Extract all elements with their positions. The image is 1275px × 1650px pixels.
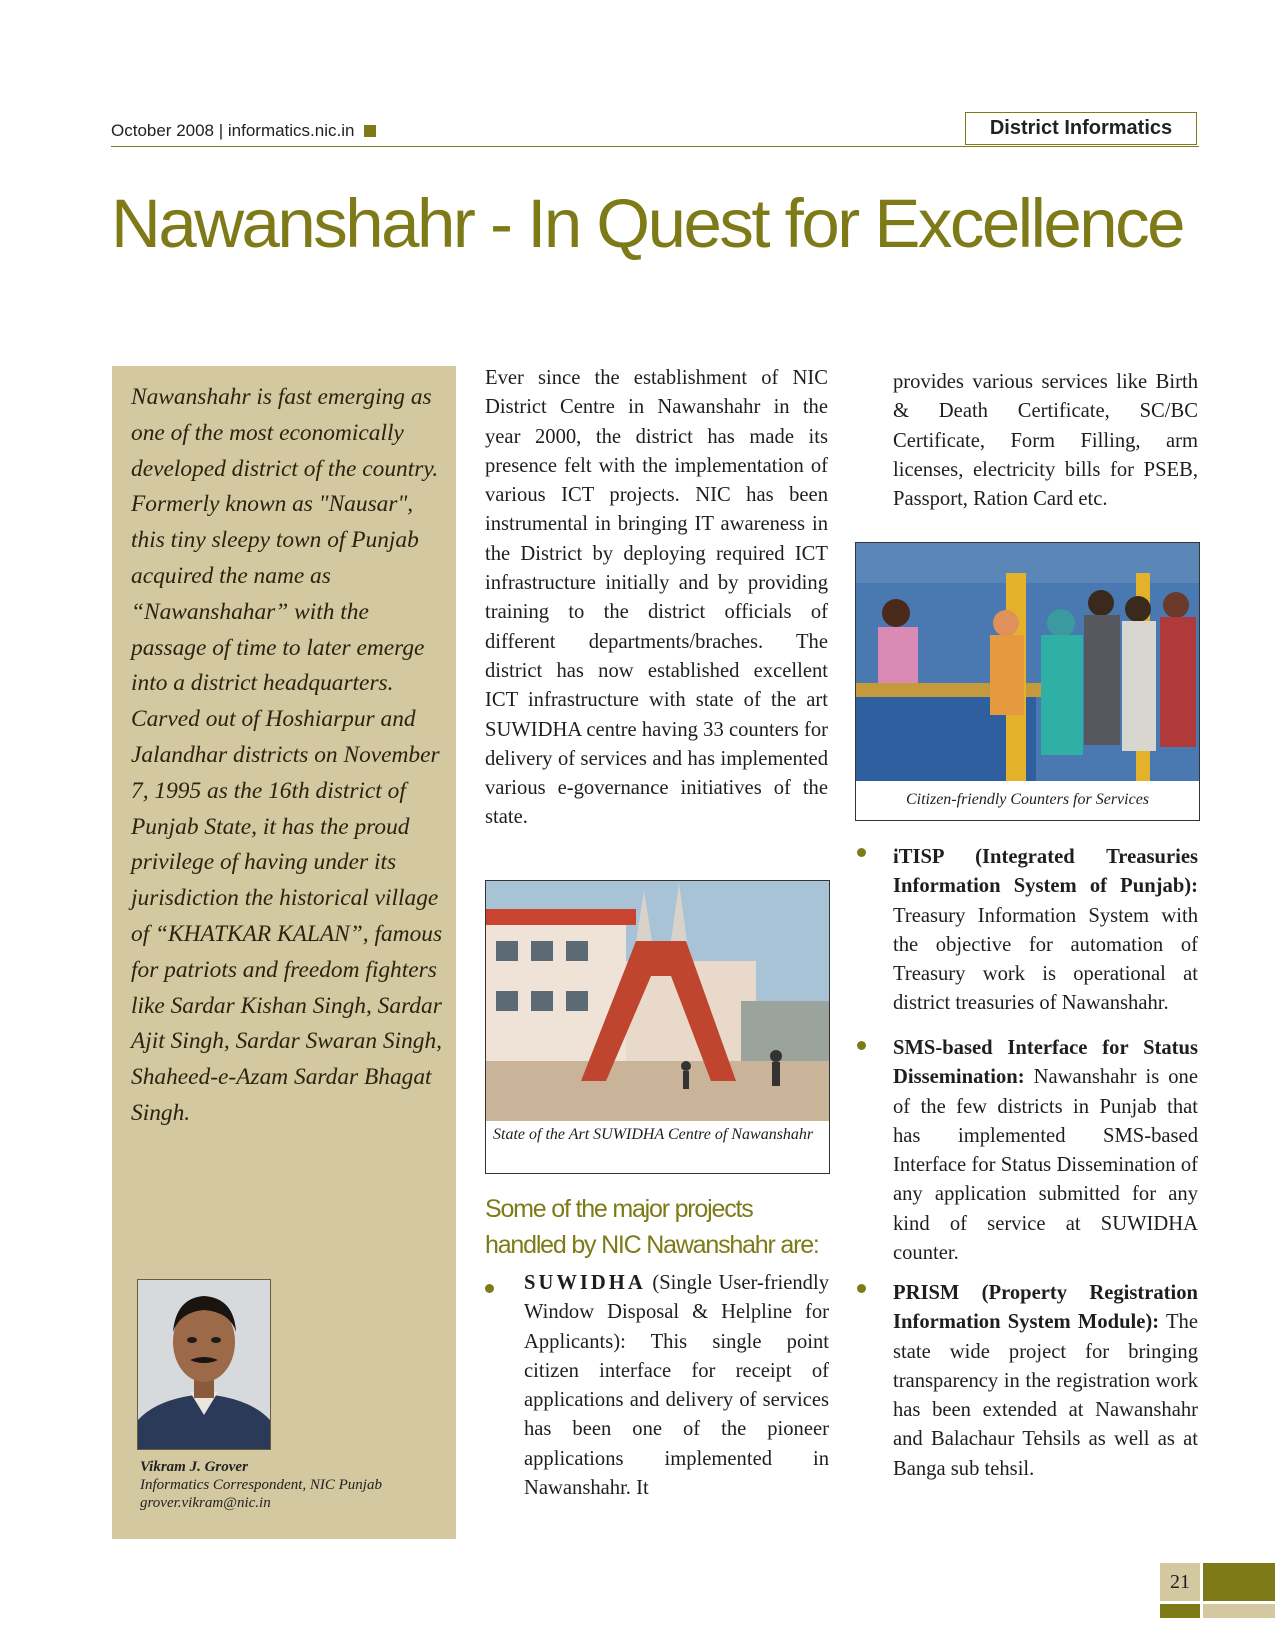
project-itisp-title: iTISP (Integrated Treasuries Information System of Punjab): — [893, 846, 1198, 898]
article-title: Nawanshahr - In Quest for Excellence — [111, 185, 1184, 262]
section-label: District Informatics — [965, 112, 1197, 145]
project-itisp — [893, 843, 1198, 1019]
project-sms-body: Nawanshahr is one of the few districts in Punjab that has implemented SMS-based Interface for Status Dissemination of any application submitted for any kind of service at SUWIDHA counter. — [893, 1066, 1198, 1265]
project-sms-title: SMS-based Interface for Status Dissemination: — [893, 1037, 1198, 1089]
suwidha-centre-figure — [485, 880, 830, 1174]
projects-subheading: Some of the major projects handled by NIC Nawanshahr are: — [485, 1195, 819, 1259]
page-block-decoration — [1160, 1604, 1200, 1618]
project-itisp-body: Treasury Information System with the objective for automation of Treasury work is operational at district treasuries of Nawanshahr. — [893, 904, 1198, 1015]
counters-photo — [856, 543, 1199, 781]
issue-text: October 2008 | informatics.nic.in — [111, 121, 355, 140]
suwidha-centre-photo — [486, 881, 829, 1121]
bullet-icon — [857, 1284, 866, 1293]
project-prism-body: The state wide project for bringing transparency in the registration work has been extended at Nawanshahr and Balachaur Tehsils as well as at Banga sub tehsil. — [893, 1311, 1198, 1480]
photo-caption: State of the Art SUWIDHA Centre of Nawanshahr — [493, 1126, 814, 1143]
author-name: Vikram J. Grover — [140, 1459, 248, 1475]
intro-paragraph: Ever since the establishment of NIC District Centre in Nawanshahr in the year 2000, the district has made its presence felt with the implementation of various ICT projects. NIC has been instrumental in bringing IT awareness in the District by deploying required ICT infrastructure initially and by providing training to the district officials of different departments/braches. The district has now established excellent ICT infrastructure with state of the art SUWIDHA centre having 33 counters for delivery of services and has implemented various e-governance initiatives of the state. — [485, 367, 828, 829]
page-number: 21 — [1160, 1563, 1200, 1601]
intro-text: Nawanshahr is fast emerging as one of the most economically developed district of the country. Formerly known as "Nausar", this tiny sleepy town of Punjab acquired the name as “Nawanshahar” with the passage of time to later emerge into a district headquarters. Carved out of Hoshiarpur and Jalandhar districts on November 7, 1995 as the 16th district of Punjab State, it has the proud privilege of having under its jurisdiction the historical village of “KHATKAR KALAN”, famous for patriots and freedom fighters like Sardar Kishan Singh, Sardar Ajit Singh, Sardar Swaran Singh, Shaheed-e-Azam Sardar Bhagat Singh. — [131, 384, 443, 1126]
header-rule — [111, 146, 1199, 147]
project-prism — [893, 1279, 1198, 1484]
counters-figure — [855, 542, 1200, 821]
bullet-icon — [857, 1041, 866, 1050]
bullet-icon — [857, 848, 866, 857]
square-marker-icon — [364, 125, 376, 137]
page-block-decoration — [1203, 1604, 1275, 1618]
photo-caption: Citizen-friendly Counters for Services — [905, 791, 1150, 808]
bullet-icon — [485, 1284, 494, 1293]
continued-paragraph: provides various services like Birth & Death Certificate, SC/BC Certificate, Form Filling, arm licenses, electricity bills for PSEB, Passport, Ration Card etc. — [893, 371, 1198, 511]
page-block-decoration — [1203, 1563, 1275, 1601]
author-email: grover.vikram@nic.in — [140, 1495, 271, 1511]
project-prism-title: PRISM (Property Registration Information System Module): — [893, 1282, 1198, 1334]
author-photo — [137, 1279, 271, 1450]
project-suwidha-body: (Single User-friendly Window Disposal & Helpline for Applicants): This single point citizen interface for receipt of applications and delivery of services has been one of the pioneer applications implemented in Nawanshahr. It — [524, 1272, 829, 1500]
issue-date-url — [111, 121, 376, 141]
project-sms — [893, 1034, 1198, 1268]
project-suwidha — [524, 1269, 829, 1503]
author-role: Informatics Correspondent, NIC Punjab — [140, 1477, 382, 1493]
project-suwidha-title: SUWIDHA — [524, 1272, 646, 1294]
